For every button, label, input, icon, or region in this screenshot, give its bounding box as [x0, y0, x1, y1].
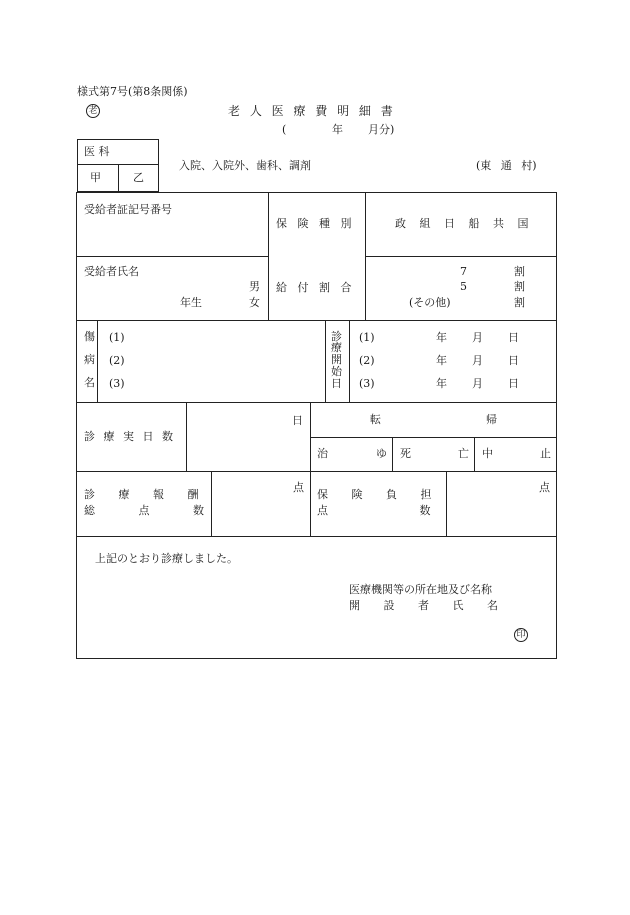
fee-total-label-2: 総 点 数	[84, 504, 204, 517]
treatment-days-label: 診 療 実 日 数	[84, 430, 173, 443]
start-item-1: (1)	[359, 331, 375, 344]
start-2-month: 月	[472, 354, 483, 367]
disease-item-3: (3)	[109, 377, 125, 390]
benefit-ratio-label: 給 付 割 合	[276, 281, 352, 294]
ratio-5-unit: 割	[514, 280, 525, 293]
recipient-name-label: 受給者氏名	[84, 265, 139, 278]
ratio-7-unit: 割	[514, 265, 525, 278]
cert-number-label: 受給者証記号番号	[84, 203, 172, 216]
outcome-cured-b: ゆ	[376, 447, 387, 460]
insurance-type-options: 政 組 日 船 共 国	[395, 217, 529, 230]
start-label-char-3: 開	[331, 353, 342, 366]
disease-label-char-2: 病	[84, 353, 95, 366]
start-1-year: 年	[436, 331, 447, 344]
start-2-day: 日	[508, 354, 519, 367]
treatment-statement: 上記のとおり診療しました。	[95, 552, 238, 565]
category-list: 入院、入院外、歯科、調剤	[179, 159, 311, 172]
outcome-label-a: 転	[370, 413, 381, 426]
period-year: 年	[332, 123, 343, 136]
ratio-7: 7	[460, 265, 467, 278]
village-name: (東 通 村)	[476, 159, 537, 172]
founder-name-label: 開 設 者 氏 名	[349, 599, 498, 612]
treatment-days-unit: 日	[292, 414, 303, 427]
insurance-type-label: 保 険 種 別	[276, 217, 352, 230]
outcome-cured-a: 治	[317, 447, 328, 460]
outcome-stop-b: 止	[540, 447, 551, 460]
outcome-death-a: 死	[400, 447, 411, 460]
otsu-label: 乙	[133, 171, 144, 184]
form-number: 様式第7号(第8条関係)	[77, 85, 188, 98]
seal-icon: 印	[514, 628, 528, 642]
outcome-death-b: 亡	[458, 447, 469, 460]
ratio-other: (その他)	[409, 296, 451, 309]
elderly-seal-icon: 老	[86, 104, 100, 118]
start-label-char-1: 診	[331, 330, 342, 343]
start-label-char-5: 日	[331, 377, 342, 390]
medical-label: 医 科	[84, 145, 110, 158]
kou-label: 甲	[90, 171, 101, 184]
start-label-char-4: 始	[331, 365, 342, 378]
outcome-label-b: 帰	[486, 413, 497, 426]
fee-total-unit: 点	[293, 481, 304, 494]
start-3-year: 年	[436, 377, 447, 390]
start-2-year: 年	[436, 354, 447, 367]
female-label: 女	[249, 296, 260, 309]
ratio-other-unit: 割	[514, 296, 525, 309]
disease-label-char-3: 名	[84, 376, 95, 389]
disease-item-2: (2)	[109, 354, 125, 367]
institution-label: 医療機関等の所在地及び名称	[349, 583, 492, 596]
insurance-burden-label-2: 点 数	[317, 504, 431, 517]
document-title: 老 人 医 療 費 明 細 書	[228, 104, 393, 118]
fee-total-label-1: 診 療 報 酬	[84, 488, 199, 501]
start-item-3: (3)	[359, 377, 375, 390]
start-1-month: 月	[472, 331, 483, 344]
male-label: 男	[249, 280, 260, 293]
start-label-char-2: 療	[331, 341, 342, 354]
birth-year-label: 年生	[180, 296, 202, 309]
period-open: (	[282, 123, 287, 136]
outcome-stop-a: 中	[482, 447, 493, 460]
start-1-day: 日	[508, 331, 519, 344]
start-3-day: 日	[508, 377, 519, 390]
period-month: 月分)	[368, 123, 395, 136]
start-3-month: 月	[472, 377, 483, 390]
insurance-burden-label-1: 保 険 負 担	[317, 488, 432, 501]
disease-label-char-1: 傷	[84, 330, 95, 343]
insurance-burden-unit: 点	[539, 481, 550, 494]
start-item-2: (2)	[359, 354, 375, 367]
ratio-5: 5	[460, 280, 467, 293]
disease-item-1: (1)	[109, 331, 125, 344]
